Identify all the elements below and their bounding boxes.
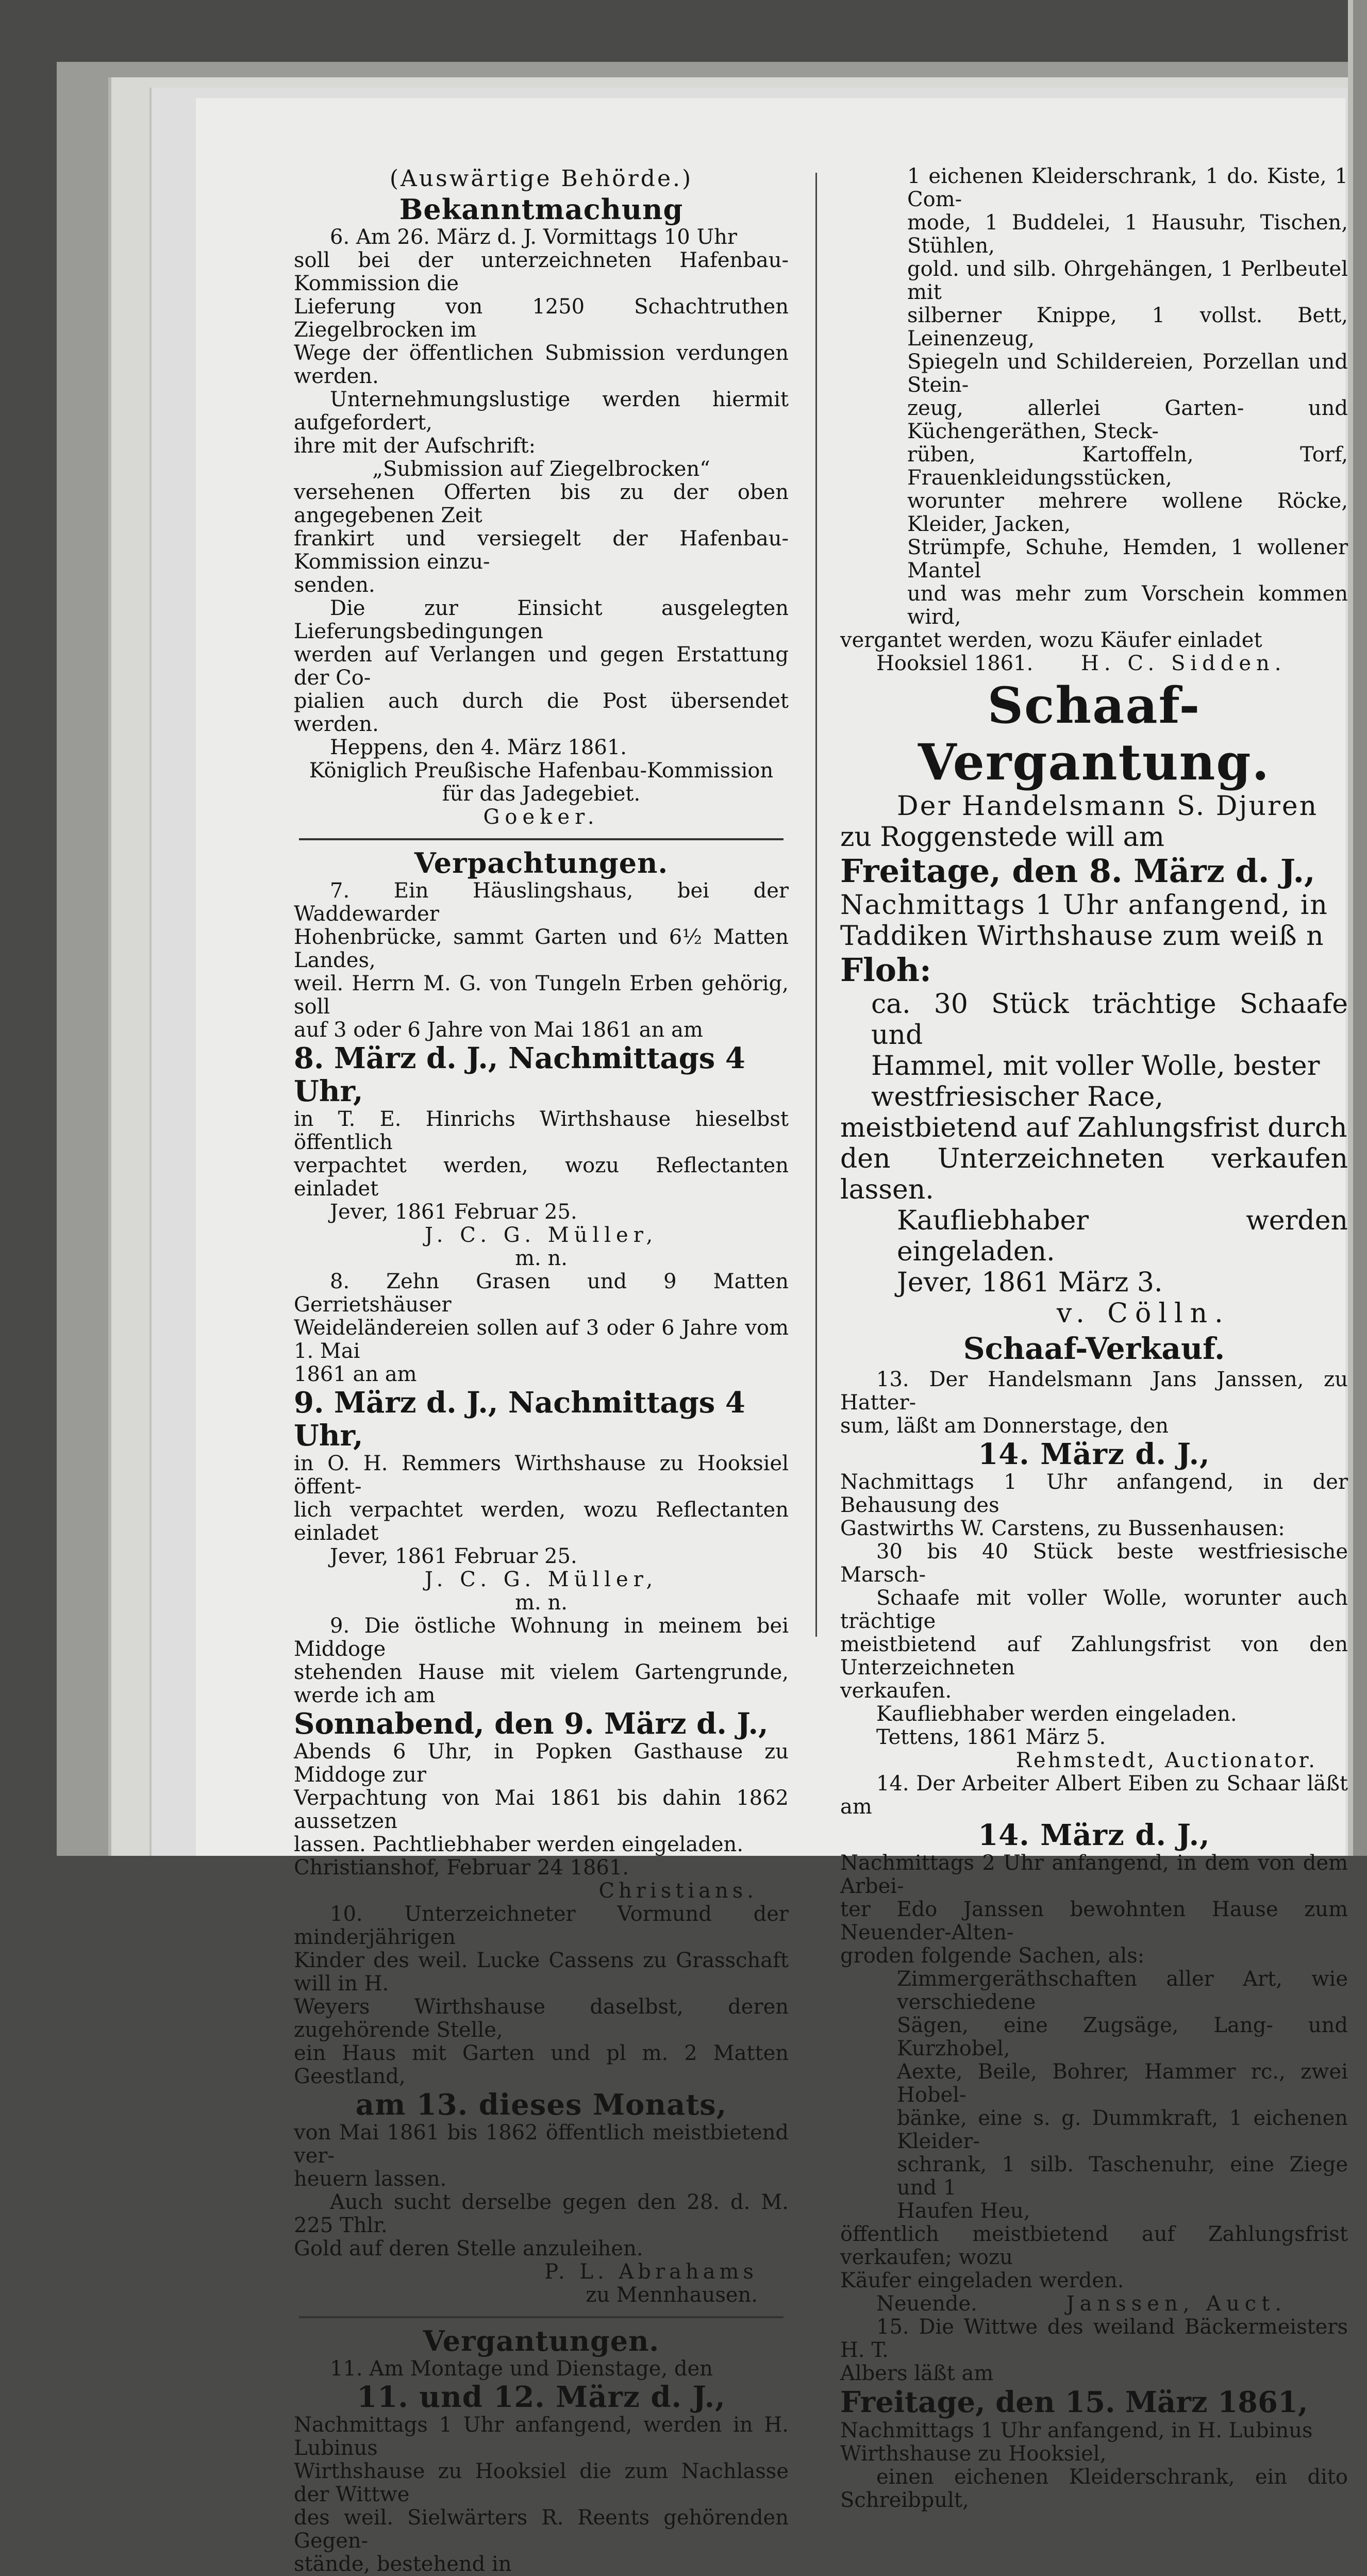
text-line: ein Haus mit Garten und pl m. 2 Matten Geestland, — [294, 2041, 789, 2088]
schaaf-vergantung-title: Schaaf-Vergantung. — [918, 676, 1270, 791]
signature-line: zu Mennhausen. — [586, 2283, 758, 2307]
text-line: Haufen Heu, — [897, 2199, 1030, 2223]
text-line: 7. Ein Häuslingshaus, bei der Waddewarder — [294, 879, 789, 926]
text-line: des weil. Sielwärters R. Reents gehörenden Gegen- — [294, 2506, 789, 2553]
notice-8 — [294, 1270, 789, 1615]
text-line: Taddiken Wirthshause zum weiß n — [840, 921, 1324, 952]
text-line: Kaufliebhaber werden eingeladen. — [876, 1702, 1237, 1726]
text-line: Jever, 1861 März 3. — [897, 1267, 1163, 1298]
text-line: ca. 30 Stück trächtige Schaafe und — [871, 989, 1348, 1051]
signature-name: J. C. G. Müller, — [424, 1223, 658, 1247]
text-line: lich verpachtet werden, wozu Reflectanten einladet — [294, 1498, 789, 1545]
edge-shadow — [1353, 0, 1367, 1856]
section-heading-auswaertig: (Auswärtige Behörde.) — [389, 165, 693, 192]
signature-name: J. C. G. Müller, — [424, 1568, 658, 1591]
text-line: Wirthshause zu Hooksiel, — [840, 2442, 1107, 2466]
signature-name: v. Cölln. — [1057, 1298, 1230, 1329]
text-line: 10. Unterzeichneter Vormund der minderjährigen — [294, 1902, 789, 1949]
signature-name: Rehmstedt, Auctionator. — [1015, 1749, 1317, 1772]
text-line: rüben, Kartoffeln, Torf, Frauenkleidungsstücken, — [907, 443, 1348, 490]
date-headline: Sonnabend, den 9. März d. J., — [294, 1707, 769, 1741]
date-headline: 14. März d. J., — [978, 1818, 1210, 1852]
text-line: öffentlich meistbietend auf Zahlungsfrist verkaufen; wozu — [840, 2222, 1348, 2269]
place-text: Neuende. — [876, 2292, 977, 2316]
text-line: schrank, 1 silb. Taschenuhr, eine Ziege und 1 — [897, 2153, 1348, 2200]
text-line: Kaufliebhaber werden eingeladen. — [897, 1205, 1348, 1267]
text-line: zu Roggenstede will am — [840, 822, 1164, 853]
text-line: groden folgende Sachen, als: — [840, 1944, 1145, 1968]
text-line: senden. — [294, 573, 375, 597]
text-line: und was mehr zum Vorschein kommen wird, — [907, 582, 1348, 629]
text-line: Hammel, mit voller Wolle, bester — [871, 1051, 1320, 1082]
column-divider — [815, 173, 817, 1637]
text-line: Floh: — [840, 951, 931, 989]
text-line: 8. Zehn Grasen und 9 Matten Gerrietshäuser — [294, 1270, 789, 1317]
text-line: Nachmittags 1 Uhr anfangend, werden in H. Lubinus — [294, 2413, 789, 2460]
signature-line: Königlich Preußische Hafenbau-Kommission — [309, 759, 774, 783]
text-line: ter Edo Janssen bewohnten Hause zum Neuender-Alten- — [840, 1898, 1348, 1945]
text-line: Spiegeln und Schildereien, Porzellan und Stein- — [907, 350, 1348, 397]
text-line: zeug, allerlei Garten- und Küchengeräthen, Steck- — [907, 396, 1348, 443]
text-line: Gastwirths W. Carstens, zu Bussenhausen: — [840, 1517, 1285, 1540]
text-line: 14. Der Arbeiter Albert Eiben zu Schaar läßt am — [840, 1772, 1348, 1819]
text-line: Jever, 1861 Februar 25. — [330, 1544, 577, 1568]
text-line: 30 bis 40 Stück beste westfriesische Marsch- — [840, 1540, 1348, 1587]
left-column — [294, 165, 789, 2576]
quote-line: „Submission auf Ziegelbrocken“ — [372, 457, 710, 481]
text-line: von Mai 1861 bis 1862 öffentlich meistbietend ver- — [294, 2121, 789, 2168]
text-line: stände, bestehend in — [294, 2552, 512, 2576]
text-line: Abends 6 Uhr, in Popken Gasthause zu Middoge zur — [294, 1740, 789, 1787]
text-line: Weideländereien sollen auf 3 oder 6 Jahre vom 1. Mai — [294, 1316, 789, 1363]
signature-name: P. L. Abrahams — [544, 2260, 758, 2284]
text-line: Lieferung von 1250 Schachtruthen Ziegelbrocken im — [294, 295, 789, 342]
text-line: lassen. Pachtliebhaber werden eingeladen. — [294, 1833, 744, 1856]
text-line: Jever, 1861 Februar 25. — [330, 1200, 577, 1224]
place-text: Hooksiel 1861. — [876, 652, 1033, 675]
text-line: Auch sucht derselbe gegen den 28. d. M. 225 Thlr. — [294, 2190, 789, 2237]
place-signature-line — [840, 2292, 1348, 2316]
text-line: 6. Am 26. März d. J. Vormittags 10 Uhr — [330, 225, 738, 249]
text-line: Die zur Einsicht ausgelegten Lieferungsbedingungen — [294, 596, 789, 643]
vergantungen-title: Vergantungen. — [423, 2324, 660, 2357]
text-line: Wege der öffentlichen Submission verdungen werden. — [294, 341, 789, 388]
text-line: in O. H. Remmers Wirthshause zu Hooksiel öffent- — [294, 1452, 789, 1499]
signature-line: m. n. — [515, 1591, 568, 1615]
text-line: verpachtet werden, wozu Reflectanten einladet — [294, 1154, 789, 1201]
text-line: silberner Knippe, 1 vollst. Bett, Leinenzeug, — [907, 304, 1348, 351]
text-line: verkaufen. — [840, 1679, 952, 1703]
text-line: Albers läßt am — [840, 2362, 994, 2385]
text-line: bänke, eine s. g. Dummkraft, 1 eichenen Kleider- — [897, 2106, 1348, 2153]
date-headline: Freitage, den 8. März d. J., — [840, 852, 1315, 890]
text-line: Tettens, 1861 März 5. — [876, 1725, 1106, 1749]
signature-name: Janssen, Auct. — [1066, 2292, 1287, 2316]
date-headline: 8. März d. J., Nachmittags 4 Uhr, — [294, 1041, 745, 1108]
date-headline: Freitage, den 15. März 1861, — [840, 2385, 1308, 2419]
text-line: den Unterzeichneten verkaufen lassen. — [840, 1143, 1348, 1205]
text-line: Strümpfe, Schuhe, Hemden, 1 wollener Mantel — [907, 536, 1348, 583]
text-line: Christianshof, Februar 24 1861. — [294, 1856, 629, 1880]
date-headline: 14. März d. J., — [978, 1437, 1210, 1471]
text-line: frankirt und versiegelt der Hafenbau-Kommission einzu- — [294, 527, 789, 574]
signature-line: m. n. — [515, 1247, 568, 1270]
text-line: Sägen, eine Zugsäge, Lang- und Kurzhobel, — [897, 2014, 1348, 2060]
text-line: Nachmittags 1 Uhr anfangend, in — [840, 890, 1328, 921]
text-line: 15. Die Wittwe des weiland Bäckermeisters H. T. — [840, 2315, 1348, 2362]
text-line: 1861 an am — [294, 1362, 417, 1386]
text-line: Der Handelsmann S. Djuren — [897, 791, 1319, 822]
text-line: Unternehmungslustige werden hiermit aufgefordert, — [294, 388, 789, 435]
schaaf-verkauf-title: Schaaf-Verkauf. — [963, 1331, 1225, 1366]
text-line: meistbietend auf Zahlungsfrist durch — [840, 1112, 1347, 1143]
date-headline: am 13. dieses Monats, — [355, 2088, 727, 2122]
text-line: sum, läßt am Donnerstage, den — [840, 1414, 1169, 1438]
section-rule — [299, 2316, 783, 2318]
text-line: 13. Der Handelsmann Jans Janssen, zu Hatter- — [840, 1368, 1348, 1415]
text-line: Aexte, Beile, Bohrer, Hammer rc., zwei Hobel- — [897, 2060, 1348, 2107]
notice-10 — [294, 1903, 789, 2307]
text-line: mode, 1 Buddelei, 1 Hausuhr, Tischen, Stühlen, — [907, 211, 1348, 258]
text-line: Weyers Wirthshause daselbst, deren zugehörende Stelle, — [294, 1995, 789, 2042]
signature-line: für das Jadegebiet. — [442, 782, 641, 806]
text-line: Hohenbrücke, sammt Garten und 6½ Matten Landes, — [294, 925, 789, 972]
text-line: 11. Am Montage und Dienstage, den — [330, 2357, 713, 2381]
text-line: werden auf Verlangen und gegen Erstattung der Co- — [294, 643, 789, 690]
text-line: soll bei der unterzeichneten Hafenbau-Kommission die — [294, 248, 789, 295]
text-line: westfriesischer Race, — [871, 1082, 1163, 1112]
p14-items — [840, 1968, 1348, 2223]
text-line: Nachmittags 1 Uhr anfangend, in H. Lubinus — [840, 2419, 1313, 2442]
notice-11-continued — [840, 165, 1348, 629]
text-line: versehenen Offerten bis zu der oben angegebenen Zeit — [294, 480, 789, 527]
section-rule — [299, 838, 783, 840]
text-line: 9. Die östliche Wohnung in meinem bei Middoge — [294, 1614, 789, 1661]
text-line: Schaafe mit voller Wolle, worunter auch trächtige — [840, 1586, 1348, 1633]
text-line: pialien auch durch die Post übersendet werden. — [294, 689, 789, 736]
notice-7 — [294, 879, 789, 1270]
text-line: heuern lassen. — [294, 2167, 447, 2191]
text-line: Nachmittags 2 Uhr anfangend, in dem von dem Arbei- — [840, 1851, 1348, 1898]
text-line: ihre mit der Aufschrift: — [294, 434, 536, 458]
text-line: meistbietend auf Zahlungsfrist von den Unterzeichneten — [840, 1633, 1348, 1680]
date-headline: 9. März d. J., Nachmittags 4 Uhr, — [294, 1386, 745, 1453]
text-line: auf 3 oder 6 Jahre von Mai 1861 an am — [294, 1018, 703, 1042]
notice-9 — [294, 1615, 789, 1903]
text-line: gold. und silb. Ohrgehängen, 1 Perlbeutel mit — [907, 257, 1348, 304]
place-signature-line — [840, 652, 1348, 675]
bekanntmachung-title: Bekanntmachung — [399, 193, 683, 226]
text-line: Verpachtung von Mai 1861 bis dahin 1862 aussetzen — [294, 1786, 789, 1833]
text-line: Gold auf deren Stelle anzuleihen. — [294, 2237, 643, 2261]
text-line: Heppens, den 4. März 1861. — [330, 736, 627, 759]
signature-name: Goeker. — [483, 805, 599, 829]
text-line: in T. E. Hinrichs Wirthshause hieselbst öffentlich — [294, 1107, 789, 1154]
signature-name: H. C. Sidden. — [1081, 652, 1287, 675]
text-line: Zimmergeräthschaften aller Art, wie verschiedene — [897, 1967, 1348, 2014]
text-line: 1 eichenen Kleiderschrank, 1 do. Kiste, 1 Com- — [907, 164, 1348, 211]
date-headline: 11. und 12. März d. J., — [357, 2380, 726, 2414]
text-line: vergantet werden, wozu Käufer einladet — [840, 628, 1262, 652]
signature-name: Christians. — [598, 1879, 758, 1903]
text-line: Kinder des weil. Lucke Cassens zu Grasschaft will in H. — [294, 1949, 789, 1996]
text-line: weil. Herrn M. G. von Tungeln Erben gehörig, soll — [294, 972, 789, 1019]
right-column — [840, 165, 1348, 2512]
text-line: worunter mehrere wollene Röcke, Kleider, Jacken, — [907, 489, 1348, 536]
text-line: stehenden Hause mit vielem Gartengrunde, werde ich am — [294, 1660, 789, 1707]
notice-6 — [294, 226, 789, 829]
text-line: Käufer eingeladen werden. — [840, 2269, 1124, 2292]
notice-11 — [294, 2357, 789, 2576]
verpachtungen-title: Verpachtungen. — [414, 846, 669, 879]
text-line: einen eichenen Kleiderschrank, ein dito Schreibpult, — [840, 2465, 1348, 2512]
text-line: Wirthshause zu Hooksiel die zum Nachlasse der Wittwe — [294, 2459, 789, 2506]
text-line: Nachmittags 1 Uhr anfangend, in der Behausung des — [840, 1470, 1348, 1517]
